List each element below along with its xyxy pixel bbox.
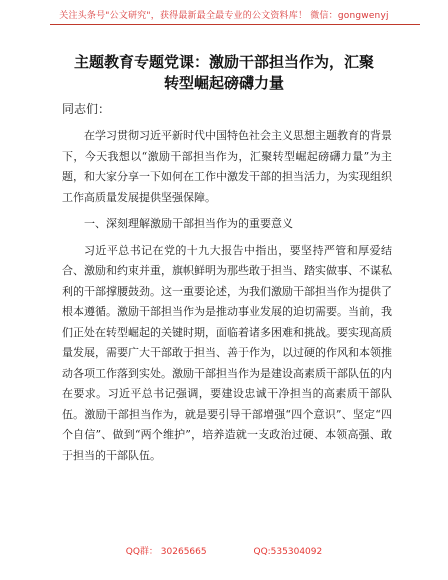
document-title [40,52,408,94]
paragraph-intro: 在学习贯彻习近平新时代中国特色社会主义思想主题教育的背景下，今天我想以“激励干部担当作为，汇聚转型崛起磅礴力量”为主题，和大家分享一下如何在工作中激发干部的担当活力，为实现组织工作高质量发展提供坚强保障。 [62,129,392,204]
document-body [62,126,392,466]
footer-contact [0,544,448,557]
salutation: 同志们： [62,102,111,116]
header-divider [50,24,420,25]
title-line-2: 转型崛起磅礴力量 [163,74,284,92]
title-line-1: 主题教育专题党课：激励干部担当作为，汇聚 [73,53,374,71]
footer-qq-group: QQ群： 30265665 [125,547,207,557]
header-banner: 关注头条号"公文研究"，获得最新最全最专业的公文资料库！ 微信：gongwenyj [59,11,389,21]
footer-qq: QQ:535304092 [253,547,323,557]
paragraph-body: 习近平总书记在党的十九大报告中指出，要坚持严管和厚爱结合、激励和约束并重，旗帜鲜明为那些敢于担当、踏实做事、不谋私利的干部撑腰鼓劲。这一重要论述，为我们激励干部担当作为提供了根本遵循。激励干部担当作为是推动事业发展的迫切需要。当前，我们正处在转型崛起的关键时期，面临着诸多困难和挑战。要实现高质量发展，需要广大干部敢于担当、善于作为，以过硬的作风和本领推动各项工作落到实处。激励干部担当作为是建设高素质干部队伍的内在要求。习近平总书记强调，要建设忠诚干净担当的高素质干部队伍。激励干部担当作为，就是要引导干部增强“四个意识”、坚定“四个自信”、做到“两个维护”，培养造就一支政治过硬、本领高强、敢于担当的干部队伍。 [62,243,392,462]
section-heading: 一、深刻理解激励干部担当作为的重要意义 [84,217,293,230]
